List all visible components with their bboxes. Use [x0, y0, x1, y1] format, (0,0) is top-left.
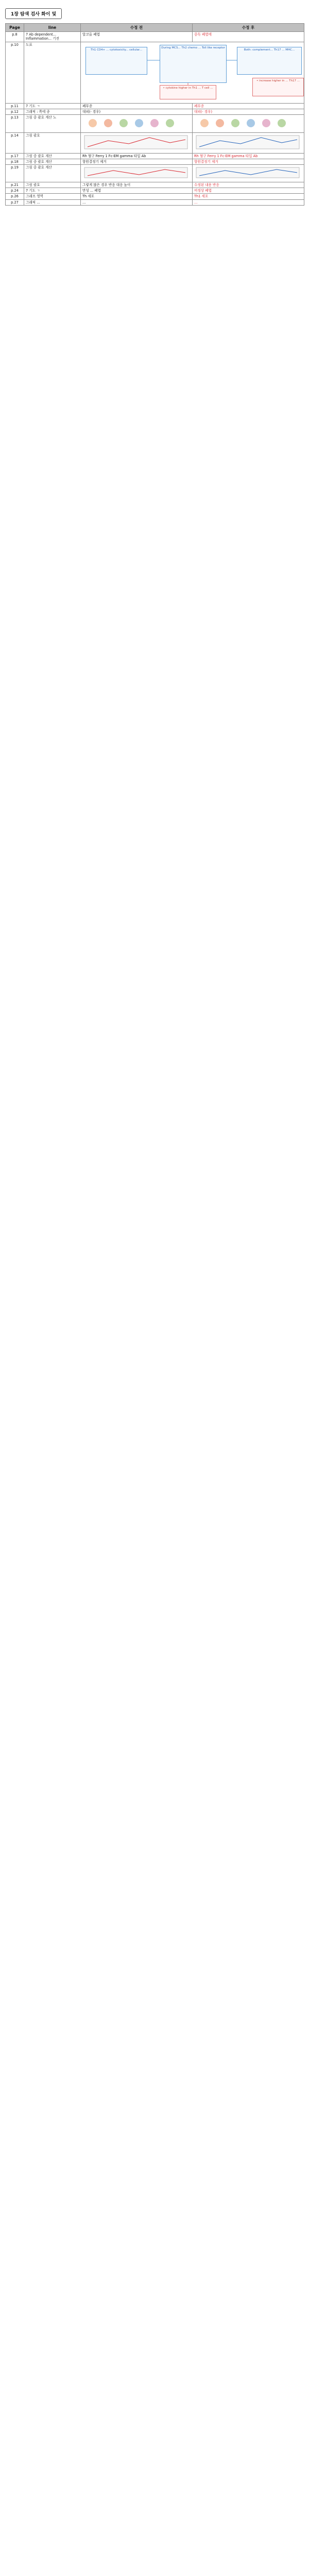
- col-after: 수정 후: [193, 24, 304, 32]
- chart-cell: [81, 165, 193, 182]
- cell-diagram: [81, 115, 193, 133]
- table-row: p.19 그림 중 괄호 계산: [6, 165, 304, 182]
- mini-chart: [194, 133, 302, 151]
- diagram-box-mid: During MCS... Th2 chemo ... Toll like receptor: [160, 45, 227, 83]
- cell-flow-diagram: [82, 115, 191, 131]
- table-row: p.10 도표 Th1 CD4+ ... cytotoxicity... cellular... During MCS... Th2 chemo ... Toll like receptor Both: complement... Th17 ... MHC... • cytokine higher in Th1 ... T cell ... • increase higher in ... Th17 ...: [6, 42, 304, 103]
- diagram-box-lower-left: • cytokine higher in Th1 ... T cell ...: [160, 85, 216, 99]
- chart-cell-after: [193, 133, 304, 153]
- cell-flow-diagram: [194, 115, 302, 131]
- chart-cell-after: [193, 165, 304, 182]
- section-1: [5, 3, 304, 206]
- table-row: p.11 7 기도 ㄱ 폐부종 폐부종: [6, 103, 304, 109]
- table-row: p.21 그림 괄호 그렇게 많은 경우 반응 대응 높이 수정된 내용 반응: [6, 182, 304, 188]
- table-row: p.17 그림 중 괄호 계산 Rh 혈구 Ferry 1 Fc-EM gamma 타입 Ab Rh 혈구 Ferry 1 Fc-EM gamma 타입 Ab: [6, 153, 304, 159]
- chart-cell: [81, 133, 193, 153]
- table-row: p.8 7 Ab dependent... Inflammation... 기전 알코올 폐엽 중독 폐엽에: [6, 32, 304, 42]
- diagram-arrows: [82, 44, 304, 101]
- immune-diagram: [82, 44, 302, 101]
- diagram-box-lower-right: • increase higher in ... Th17 ...: [252, 78, 304, 96]
- mini-chart: [82, 165, 191, 180]
- diagram-box-right: Both: complement... Th17 ... MHC...: [237, 47, 302, 75]
- diagram-box-left: Th1 CD4+ ... cytotoxicity... cellular...: [85, 47, 147, 75]
- table-row: p.13 그림 중 괄호 계산 노: [6, 115, 304, 133]
- table-row: p.27 그래픽 ... ... ...: [6, 199, 304, 205]
- table-row: p.24 7 기도 ㄱ 만성 ... 폐엽 비정상 폐엽: [6, 188, 304, 193]
- col-line: line: [24, 24, 81, 32]
- table-row: p.18 그림 중 괄호 계산 항원결정기 제거 항원결정기 제거: [6, 159, 304, 165]
- errata-table: [5, 23, 304, 206]
- table-row: p.26 그래프 영역 Th 세포 Th1 세포: [6, 194, 304, 199]
- col-page: Page: [6, 24, 24, 32]
- cell-diagram-after: [193, 115, 304, 133]
- mini-chart: [82, 133, 191, 151]
- diagram-cell: [81, 42, 304, 103]
- errata-document: [0, 0, 309, 222]
- header-row: [6, 24, 304, 32]
- table-row: p.12 그래픽 : 쪽에 종 대피(- 경우) 대피(- 경우): [6, 109, 304, 114]
- table-row: p.14 그림 괄호: [6, 133, 304, 153]
- section-title: 1장 탐색 검사 화이 및: [5, 8, 62, 19]
- mini-chart: [194, 165, 302, 180]
- col-before: 수정 전: [81, 24, 193, 32]
